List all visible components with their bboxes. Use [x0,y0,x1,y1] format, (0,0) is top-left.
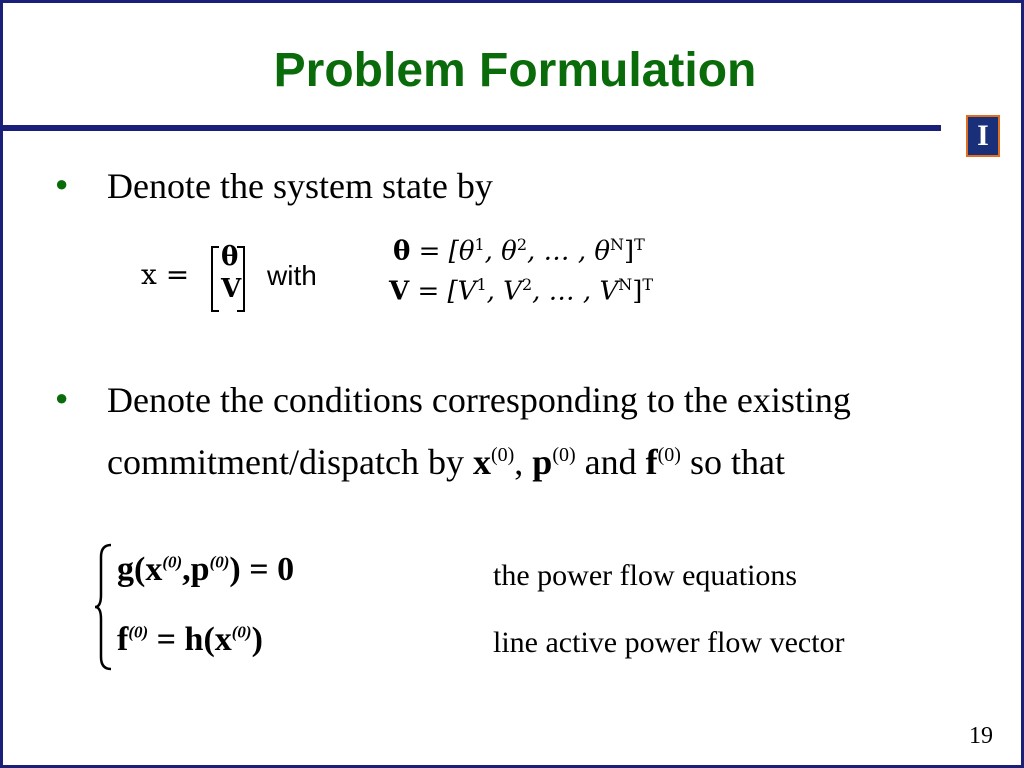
power-flow-equation: $g(x^{(0)},p^{(0)}) = 0$ [117,551,295,588]
state-v: V [221,274,242,304]
equation-system [93,543,403,673]
line-flow-description: line active power flow vector [493,626,845,659]
bullet-dot-1: ● [55,171,69,196]
page-title: Problem Formulation [273,44,757,97]
v-definition: $V = [V^1$, $V^2$, … , $V^N]^T$ [389,275,654,307]
line-flow-equation: $f^{(0)} = h(x^{(0)})$ [117,621,263,658]
state-vector-equation [141,242,242,304]
bullet-dot-2: ● [55,385,69,410]
bullet-2-line2: commitment/dispatch by $x^{(0)}$, $p^{(0)}$ and $f^{(0)}$ so that [107,442,785,482]
left-brace-icon [93,543,113,671]
with-label: with [267,260,317,291]
state-bracket [211,242,245,312]
power-flow-description: the power flow equations [493,559,798,592]
theta-definition: $\theta = [\theta^1$, $\theta^2$, … , $\theta^N]^T$ [393,235,645,267]
bullet-2-text: Denote the conditions corresponding to the existing [107,380,851,420]
bullet-1-text: Denote the system state by [107,166,493,206]
page-number: 19 [969,723,993,749]
title-divider [3,125,941,131]
state-lhs: x = [141,258,190,291]
university-logo [966,115,1000,157]
state-theta: θ [221,242,239,272]
logo-letter: I [977,119,989,152]
